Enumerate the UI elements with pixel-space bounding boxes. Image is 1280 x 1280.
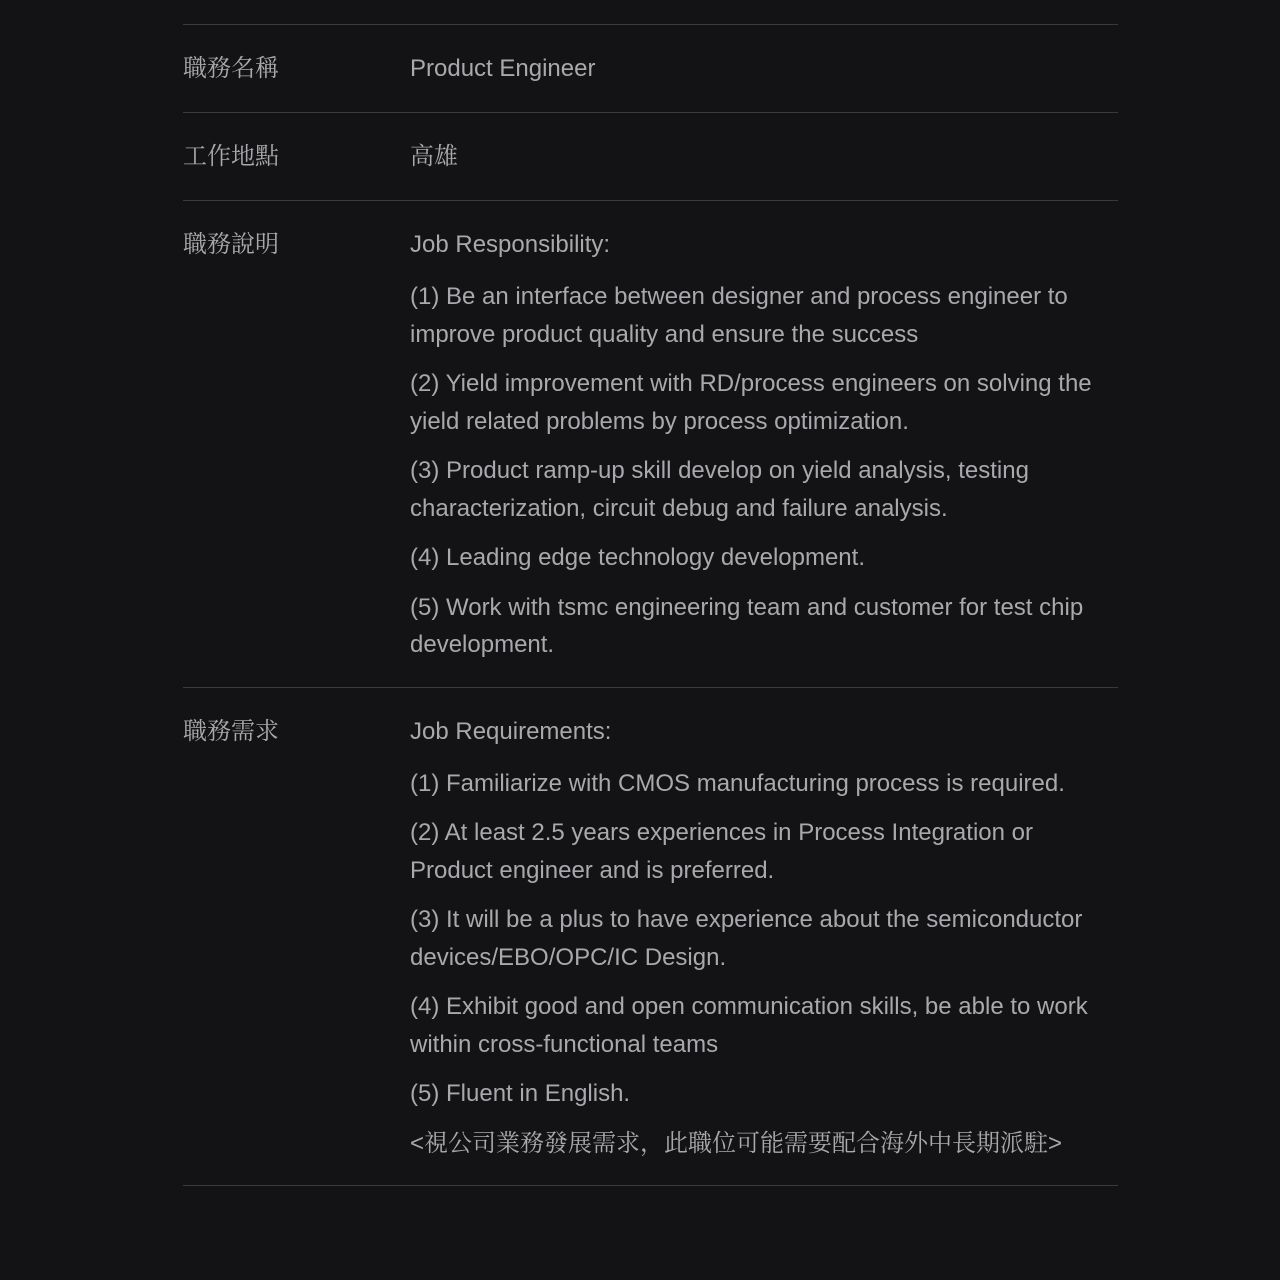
list-item: (5) Work with tsmc engineering team and customer for test chip development. bbox=[410, 593, 1084, 658]
job-description-list bbox=[410, 278, 1118, 664]
job-requirements-label: 職務需求 bbox=[183, 717, 279, 745]
list-item: (1) Familiarize with CMOS manufacturing process is required. bbox=[410, 769, 1065, 797]
list-item: (3) Product ramp-up skill develop on yield analysis, testing characterization, circuit debug and failure analysis. bbox=[410, 457, 1029, 522]
job-description-content bbox=[410, 228, 1118, 664]
job-description-label: 職務說明 bbox=[183, 231, 279, 258]
job-description-heading: Job Responsibility: bbox=[410, 231, 611, 258]
list-item: (2) At least 2.5 years experiences in Process Integration or Product engineer and is preferred. bbox=[410, 819, 1033, 884]
job-title-value: Product Engineer bbox=[410, 55, 596, 82]
list-item: (4) Exhibit good and open communication skills, be able to work within cross-functional teams bbox=[410, 993, 1088, 1058]
job-location-label: 工作地點 bbox=[183, 143, 279, 170]
list-item: (3) It will be a plus to have experience about the semiconductor devices/EBO/OPC/IC Design. bbox=[410, 906, 1083, 971]
job-title-row bbox=[183, 25, 1118, 113]
list-item: (2) Yield improvement with RD/process engineers on solving the yield related problems by process optimization. bbox=[410, 370, 1092, 435]
list-item: (5) Fluent in English. bbox=[410, 1080, 631, 1107]
job-requirements-row bbox=[183, 688, 1118, 1187]
job-requirements-list bbox=[410, 765, 1118, 1163]
list-item: (4) Leading edge technology development. bbox=[410, 544, 865, 571]
job-description-row bbox=[183, 201, 1118, 688]
job-detail-table bbox=[183, 24, 1118, 1186]
list-item: (1) Be an interface between designer and process engineer to improve product quality and ensure the success bbox=[410, 283, 1068, 348]
job-requirements-heading: Job Requirements: bbox=[410, 717, 612, 745]
overseas-assignment-note: <視公司業務發展需求，此職位可能需要配合海外中長期派駐> bbox=[410, 1129, 1063, 1157]
job-requirements-content bbox=[410, 715, 1118, 1163]
job-title-label: 職務名稱 bbox=[183, 55, 279, 82]
job-location-value: 高雄 bbox=[410, 143, 458, 170]
job-location-row bbox=[183, 113, 1118, 201]
